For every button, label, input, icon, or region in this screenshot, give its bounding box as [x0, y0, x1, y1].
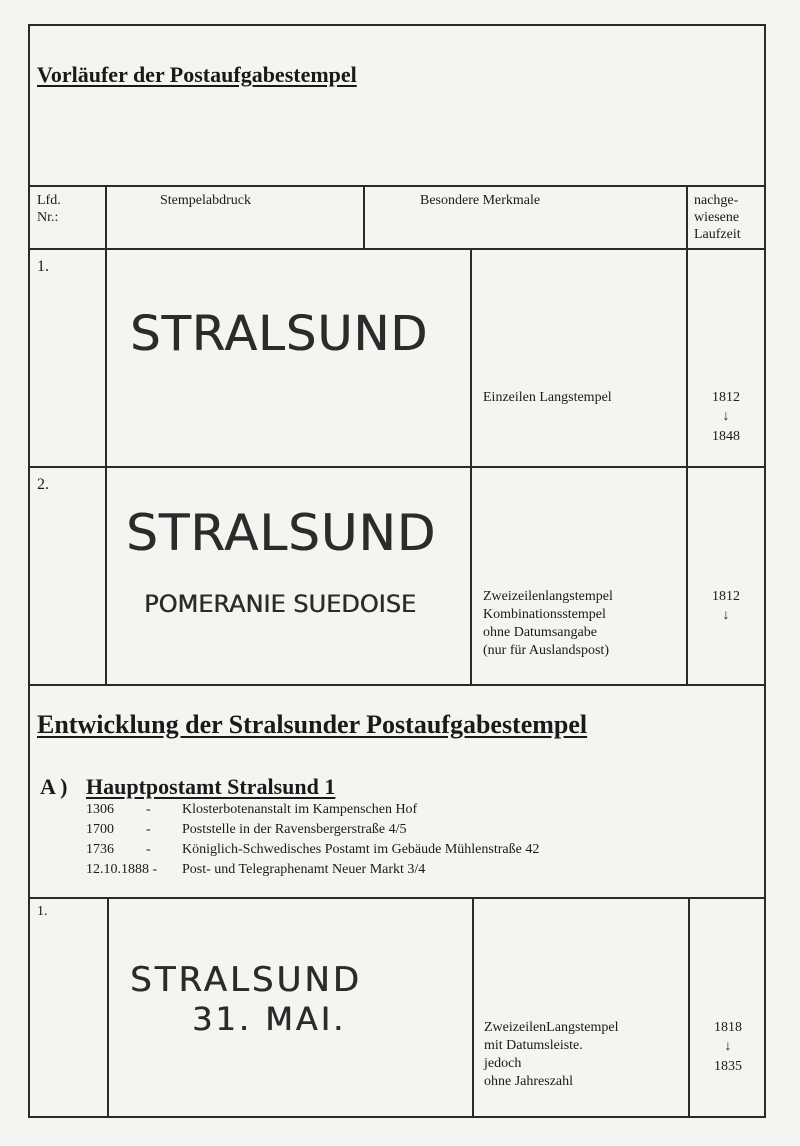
- row1-year-to: 1848: [712, 429, 740, 444]
- history-text: Klosterbotenanstalt im Kampenschen Hof: [182, 802, 418, 817]
- row1-description: Einzeilen Langstempel: [483, 390, 612, 405]
- row2-stamp-stralsund: STRALSUND: [126, 504, 437, 562]
- header-stempelabdruck: Stempelabdruck: [160, 193, 251, 208]
- history-text: Post- und Telegraphenamt Neuer Markt 3/4: [182, 862, 426, 877]
- frame-left: [28, 24, 30, 1118]
- subsection-title: Hauptpostamt Stralsund 1: [86, 774, 336, 799]
- row3-stamp-date: 31. MAI.: [192, 1000, 347, 1038]
- row3-year-to: 1835: [714, 1059, 742, 1074]
- row3-stamp-stralsund: STRALSUND: [130, 960, 362, 1000]
- header-divider-1: [105, 185, 107, 685]
- row1-stamp-stralsund: STRALSUND: [130, 306, 429, 362]
- row3-divider-3: [688, 897, 690, 1117]
- history-sep: -: [146, 822, 151, 837]
- row3-arrow-down-icon: ↓: [724, 1039, 732, 1054]
- row1-bottom-line: [28, 466, 766, 468]
- row2-description: Zweizeilenlangstempel Kombinationsstempel ohne Datumsangabe (nur für Auslandspost): [483, 589, 613, 658]
- history-text: Königlich-Schwedisches Postamt im Gebäude Mühlenstraße 42: [182, 842, 540, 857]
- history-text: Poststelle in der Ravensbergerstraße 4/5: [182, 822, 407, 837]
- header-laufzeit: nachge- wiesene Laufzeit: [694, 193, 741, 242]
- header-merkmale: Besondere Merkmale: [420, 193, 541, 208]
- subsection-label: A ): [40, 774, 68, 799]
- history-year: 1306: [86, 802, 114, 817]
- section2-title: Entwicklung der Stralsunder Postaufgabestempel: [37, 710, 588, 739]
- header-divider-2: [363, 185, 365, 249]
- history-year: 12.10.1888 -: [86, 862, 158, 877]
- row3-top-line: [28, 897, 766, 899]
- row2-year-from: 1812: [712, 589, 740, 604]
- frame-top: [28, 24, 766, 26]
- row2-number: 2.: [37, 476, 49, 493]
- header-lfd-nr: Lfd. Nr.:: [37, 193, 61, 225]
- row1-arrow-down-icon: ↓: [722, 409, 730, 424]
- section1-title: Vorläufer der Postaufgabestempel: [37, 62, 357, 87]
- history-year: 1700: [86, 822, 114, 837]
- row3-number: 1.: [37, 904, 48, 919]
- history-sep: -: [146, 802, 151, 817]
- row1-number: 1.: [37, 258, 49, 275]
- row2-arrow-down-icon: ↓: [722, 608, 730, 623]
- frame-right: [764, 24, 766, 1118]
- row3-description: ZweizeilenLangstempel mit Datumsleiste. jedoch ohne Jahreszahl: [484, 1020, 619, 1089]
- frame-bottom: [28, 1116, 766, 1118]
- header-top-line: [28, 185, 766, 187]
- row3-divider-2: [472, 897, 474, 1117]
- history-sep: -: [146, 842, 151, 857]
- row3-divider-1: [107, 897, 109, 1117]
- row2-bottom-line: [28, 684, 766, 686]
- history-year: 1736: [86, 842, 114, 857]
- row3-year-from: 1818: [714, 1020, 742, 1035]
- row2-stamp-pomeranie: POMERANIE SUEDOISE: [144, 590, 416, 618]
- header-bottom-line: [28, 248, 766, 250]
- row1-year-from: 1812: [712, 390, 740, 405]
